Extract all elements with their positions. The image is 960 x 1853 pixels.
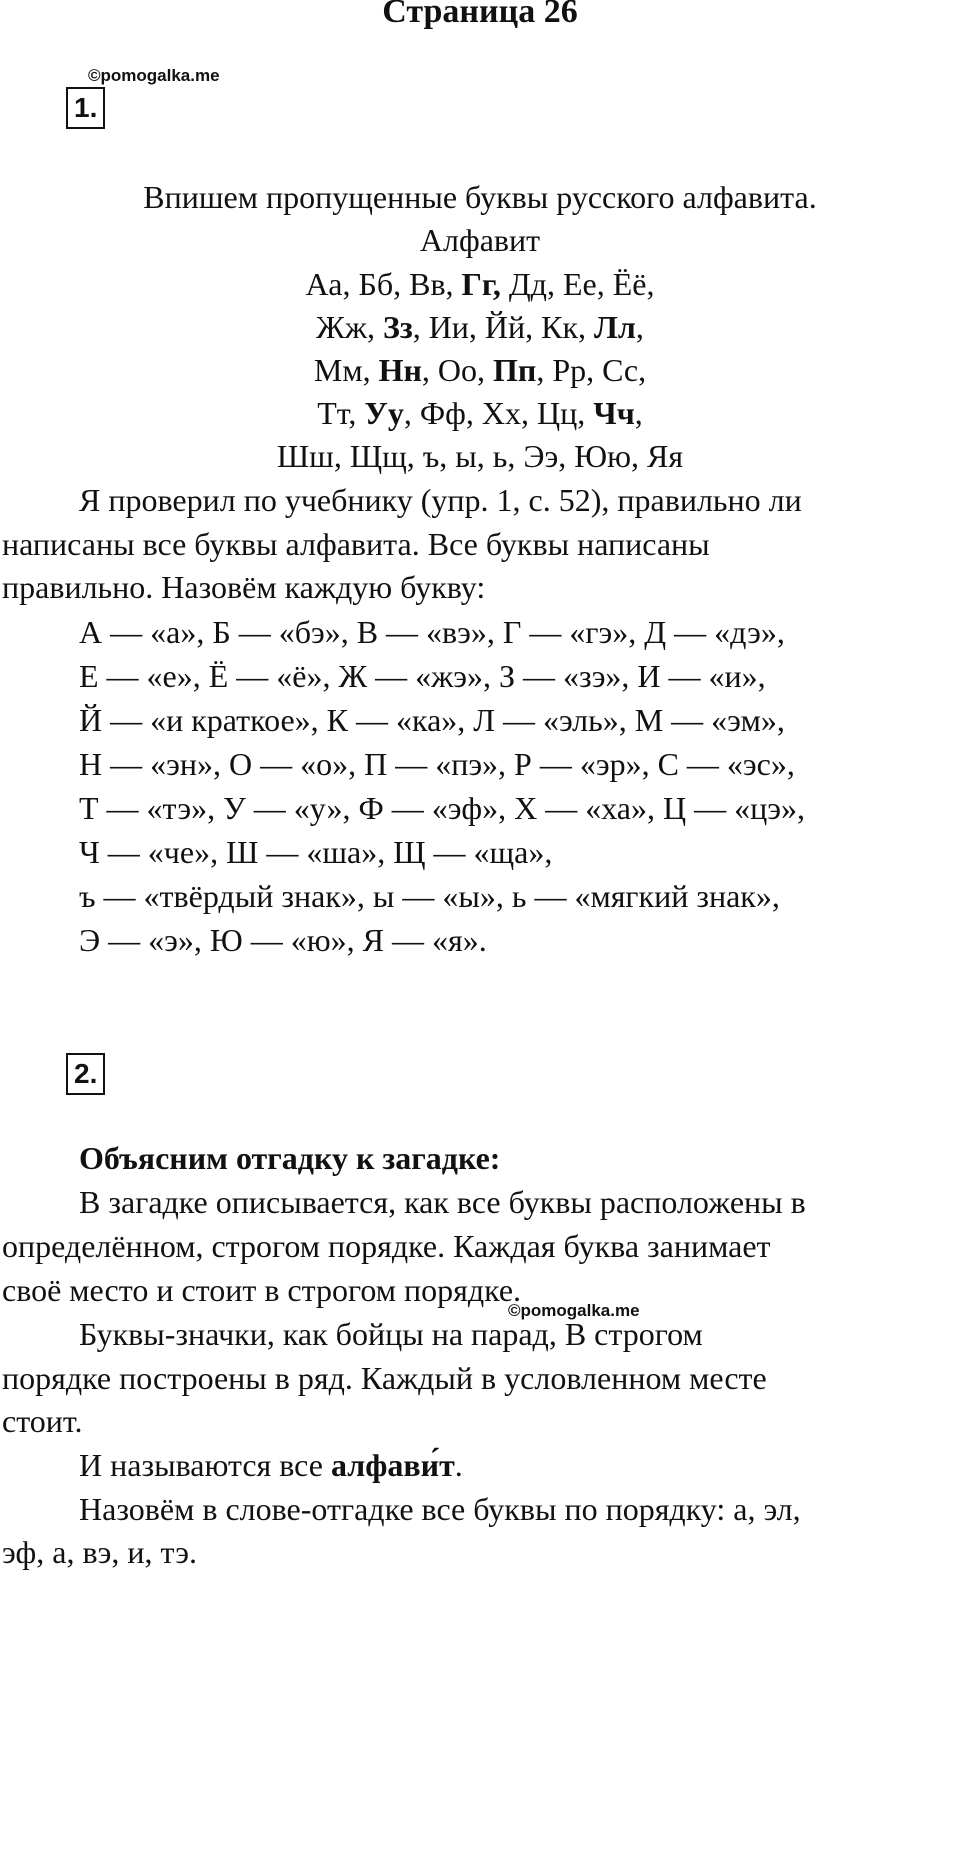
spell-line: эф, а, вэ, и, тэ. [2,1534,197,1570]
alphabet-row [0,350,960,390]
task2-text-line: Буквы-значки, как бойцы на парад, В строгом [79,1316,703,1352]
task2-text-line: В загадке описывается, как все буквы расположены в [79,1184,806,1220]
alphabet-row [0,393,960,433]
alphabet-text: , Ии, Йй, Кк, [412,309,595,345]
inserted-letter: Зз [382,309,413,345]
inserted-letter: Чч [593,395,635,431]
inserted-letter: Нн [378,352,422,388]
alphabet-row [0,264,960,304]
letter-name-line: Ч — «че», Ш — «ша», Щ — «ща», [79,834,553,870]
task2-heading: Объясним отгадку к загадке: [79,1140,501,1176]
inserted-letter: Пп [493,352,537,388]
check-line: правильно. Назовём каждую букву: [2,569,486,605]
check-line: Я проверил по учебнику (упр. 1, с. 52), правильно ли [79,482,802,518]
task2-text-line: порядке построены в ряд. Каждый в условленном месте [2,1360,767,1396]
answer-line [79,1445,463,1485]
alphabet-text: Жж, [316,309,383,345]
alphabet-text: Тт, [317,395,365,431]
letter-name-line: А — «а», Б — «бэ», В — «вэ», Г — «гэ», Д — «дэ», [79,614,785,650]
alphabet-text: Шш, Щщ, ъ, ы, ь, Ээ, Юю, Яя [276,438,684,474]
alphabet-row [0,436,960,476]
watermark: ©pomogalka.me [88,66,220,85]
letter-name-line: Э — «э», Ю — «ю», Я — «я». [79,922,487,958]
task2-text-line: стоит. [2,1403,83,1439]
page-title: Страница 26 [382,0,578,30]
letter-name-line: Т — «тэ», У — «у», Ф — «эф», Х — «ха», Ц — «цэ», [79,790,805,826]
alphabet-text: , Оо, [421,352,494,388]
check-line: написаны все буквы алфавита. Все буквы написаны [2,526,710,562]
inserted-letter: Лл [594,309,636,345]
alphabet-text: , [634,395,643,431]
task2-text-line: своё место и стоит в строгом порядке. [2,1272,522,1308]
alphabet-text: , Рр, Сс, [536,352,647,388]
alphabet-text: , [635,309,644,345]
alphabet-heading: Алфавит [419,222,541,258]
inserted-letter: Гг, [461,266,501,302]
task1-intro: Впишем пропущенные буквы русского алфавита. [143,179,817,215]
letter-name-line: Й — «и краткое», К — «ка», Л — «эль», М — «эм», [79,702,785,738]
alphabet-text: Дд, Ее, Ёё, [500,266,655,302]
alphabet-text: , Фф, Хх, Цц, [403,395,594,431]
letter-name-line: Н — «эн», О — «о», П — «пэ», Р — «эр», С — «эс», [79,746,795,782]
watermark: ©pomogalka.me [508,1301,640,1320]
alphabet-text: Мм, [313,352,379,388]
task-number-2: 2. [66,1053,105,1095]
task2-text-line: определённом, строгом порядке. Каждая буква занимает [2,1228,771,1264]
letter-name-line: ъ — «твёрдый знак», ы — «ы», ь — «мягкий знак», [79,878,780,914]
answer-word: алфави́т [330,1447,455,1483]
letter-name-line: Е — «е», Ё — «ё», Ж — «жэ», З — «зэ», И — «и», [79,658,766,694]
answer-prefix: И называются все [79,1447,331,1483]
inserted-letter: Уу [364,395,404,431]
alphabet-row [0,307,960,347]
alphabet-text: Аа, Бб, Вв, [305,266,462,302]
task-number-1: 1. [66,87,105,129]
answer-suffix: . [454,1447,463,1483]
spell-line: Назовём в слове-отгадке все буквы по порядку: а, эл, [79,1491,801,1527]
